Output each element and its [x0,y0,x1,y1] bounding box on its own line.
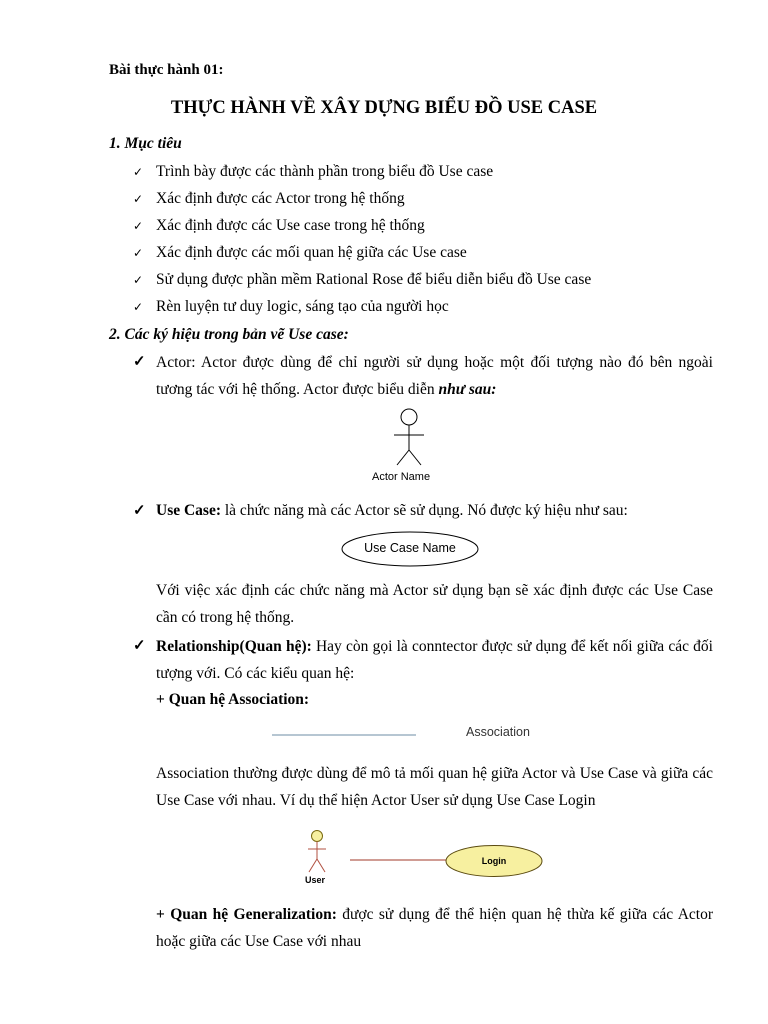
relationship-description: Relationship(Quan hệ): Hay còn gọi là conntector được sử dụng để kết nối giữa các đối tượng với. Có các kiểu quan hệ: [156,638,713,682]
section2-heading: 2. Các ký hiệu trong bản vẽ Use case: [109,326,349,343]
relationship-term: Relationship(Quan hệ): [156,638,312,655]
check-icon: ✓ [133,273,144,287]
actor-description: Actor: Actor được dùng để chỉ người sử dụng hoặc một đối tượng nào đó bên ngoài tương tác với hệ thống. Actor được biểu diễn như sau: [156,354,713,398]
usecase-followup: Với việc xác định các chức năng mà Actor sử dụng bạn sẽ xác định được các Use Case cần có trong hệ thống. [156,582,713,626]
check-icon: ✓ [133,638,146,654]
association-heading: + Quan hệ Association: [156,691,310,708]
emphasis-text: như sau: [438,381,497,398]
usecase-term: Use Case: [156,502,221,519]
check-icon: ✓ [133,300,144,314]
goal-item: Trình bày được các thành phần trong biểu đồ Use case [156,163,494,180]
user-login-association-line [350,855,450,865]
section1-heading: 1. Mục tiêu [109,135,182,152]
goal-item: Xác định được các Actor trong hệ thống [156,190,405,207]
main-title: THỰC HÀNH VỀ XÂY DỰNG BIỂU ĐỒ USE CASE [170,98,598,118]
login-usecase-label: Login [481,856,507,866]
association-line [270,730,420,740]
goal-item: Sử dụng được phần mềm Rational Rose để biểu diễn biểu đồ Use case [156,271,592,288]
user-actor-figure [298,828,338,880]
goal-item: Xác định được các Use case trong hệ thống [156,217,425,234]
actor-name-label: Actor Name [372,471,431,483]
lab-title: Bài thực hành 01: [109,62,224,78]
check-icon: ✓ [133,219,144,233]
usecase-description: Use Case: là chức năng mà các Actor sẽ sử dụng. Nó được ký hiệu như sau: [156,502,628,519]
check-icon: ✓ [133,192,144,206]
generalization-description: + Quan hệ Generalization: được sử dụng để thể hiện quan hệ thừa kế giữa các Actor hoặc giữa các Use Case với nhau [156,906,713,950]
usecase-name-label: Use Case Name [364,541,456,555]
goal-item: Rèn luyện tư duy logic, sáng tạo của người học [156,298,449,315]
check-icon: ✓ [133,503,146,519]
generalization-heading: + Quan hệ Generalization: [156,906,337,923]
association-description: Association thường được dùng để mô tả mối quan hệ giữa Actor và Use Case và giữa các Use Case với nhau. Ví dụ thể hiện Actor User sử dụng Use Case Login [156,765,713,809]
user-actor-label: User [305,875,326,885]
check-icon: ✓ [133,165,144,179]
association-label: Association [466,725,530,739]
check-icon: ✓ [133,354,146,370]
goal-item: Xác định được các mối quan hệ giữa các Use case [156,244,467,261]
check-icon: ✓ [133,246,144,260]
